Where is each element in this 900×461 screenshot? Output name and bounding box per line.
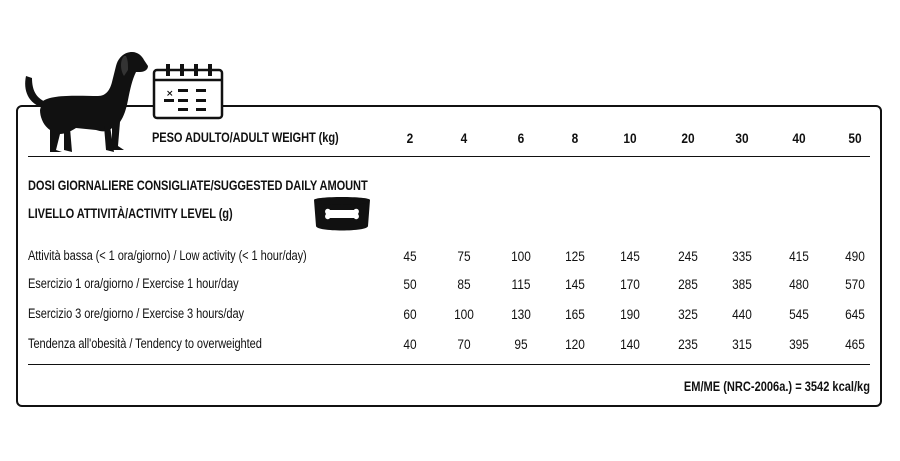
svg-text:×: × bbox=[166, 89, 174, 99]
table-cell: 75 bbox=[457, 248, 471, 264]
table-cell: 170 bbox=[620, 276, 640, 292]
table-cell: 645 bbox=[845, 306, 865, 322]
table-cell: 145 bbox=[620, 248, 640, 264]
table-cell: 130 bbox=[511, 306, 531, 322]
table-cell: 395 bbox=[789, 336, 809, 352]
energy-value: EM/ME (NRC-2006a.) = 3542 kcal/kg bbox=[683, 379, 870, 394]
table-cell: 415 bbox=[789, 248, 809, 264]
weight-column-header: 30 bbox=[735, 130, 749, 146]
table-cell: 490 bbox=[845, 248, 865, 264]
table-cell: 85 bbox=[457, 276, 471, 292]
table-cell: 385 bbox=[732, 276, 752, 292]
weight-column-header: 20 bbox=[681, 130, 695, 146]
weight-column-header: 50 bbox=[848, 130, 862, 146]
table-cell: 100 bbox=[454, 306, 474, 322]
dog-icon bbox=[20, 46, 150, 156]
table-cell: 480 bbox=[789, 276, 809, 292]
weight-column-header: 40 bbox=[792, 130, 806, 146]
table-cell: 545 bbox=[789, 306, 809, 322]
table-cell: 140 bbox=[620, 336, 640, 352]
weight-column-header: 8 bbox=[571, 130, 579, 146]
table-cell: 115 bbox=[511, 276, 531, 292]
table-cell: 335 bbox=[732, 248, 752, 264]
table-cell: 440 bbox=[732, 306, 752, 322]
table-cell: 165 bbox=[565, 306, 585, 322]
row-label-low-activity: Attività bassa (< 1 ora/giorno) / Low activity (< 1 hour/day) bbox=[28, 248, 307, 263]
footer-divider bbox=[28, 364, 870, 365]
section-subtitle: LIVELLO ATTIVITÀ/ACTIVITY LEVEL (g) bbox=[28, 206, 233, 221]
row-label-obesity: Tendenza all'obesità / Tendency to overweighted bbox=[28, 336, 262, 351]
weight-column-header: 4 bbox=[460, 130, 468, 146]
table-cell: 465 bbox=[845, 336, 865, 352]
table-cell: 245 bbox=[678, 248, 698, 264]
weight-column-header: 10 bbox=[623, 130, 637, 146]
header-divider bbox=[28, 156, 870, 157]
weight-column-header: 6 bbox=[517, 130, 525, 146]
table-cell: 120 bbox=[565, 336, 585, 352]
row-label-exercise-3h: Esercizio 3 ore/giorno / Exercise 3 hours/day bbox=[28, 306, 244, 321]
table-cell: 315 bbox=[732, 336, 752, 352]
calendar-icon bbox=[152, 62, 224, 120]
table-cell: 570 bbox=[845, 276, 865, 292]
table-cell: 325 bbox=[678, 306, 698, 322]
table-cell: 125 bbox=[565, 248, 585, 264]
table-cell: 285 bbox=[678, 276, 698, 292]
table-cell: 145 bbox=[565, 276, 585, 292]
row-label-exercise-1h: Esercizio 1 ora/giorno / Exercise 1 hour/day bbox=[28, 276, 239, 291]
table-cell: 40 bbox=[403, 336, 417, 352]
table-cell: 100 bbox=[511, 248, 531, 264]
weight-column-header: 2 bbox=[406, 130, 414, 146]
table-cell: 190 bbox=[620, 306, 640, 322]
table-cell: 70 bbox=[457, 336, 471, 352]
table-cell: 50 bbox=[403, 276, 417, 292]
section-title: DOSI GIORNALIERE CONSIGLIATE/SUGGESTED DAILY AMOUNT bbox=[28, 178, 368, 193]
table-cell: 60 bbox=[403, 306, 417, 322]
table-cell: 95 bbox=[514, 336, 528, 352]
table-cell: 235 bbox=[678, 336, 698, 352]
adult-weight-label: PESO ADULTO/ADULT WEIGHT (kg) bbox=[152, 130, 339, 145]
table-cell: 45 bbox=[403, 248, 417, 264]
food-bowl-icon bbox=[312, 196, 372, 234]
